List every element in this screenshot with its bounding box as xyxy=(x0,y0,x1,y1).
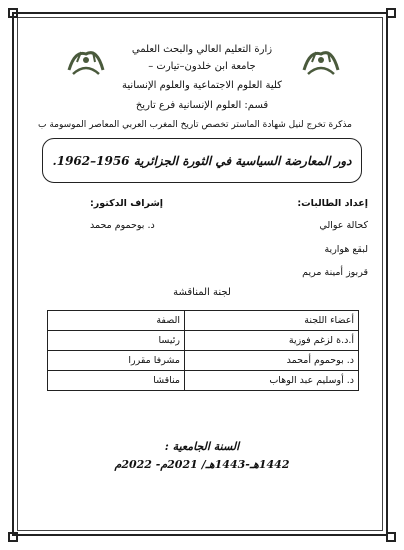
header-role: الصفة xyxy=(48,311,185,331)
border-corner-ornament xyxy=(8,532,18,542)
table-row xyxy=(48,331,359,351)
header-members: أعضاء اللجنة xyxy=(185,311,359,331)
supervisor-name: د. بوحموم محمد xyxy=(90,220,155,231)
academic-year-value: 1442هـ-1443هـ/ 2021م- 2022م xyxy=(114,458,290,471)
student-name: كحالة عوالي xyxy=(319,220,368,231)
academic-year-label: السنة الجامعية : xyxy=(164,440,240,453)
committee-table xyxy=(47,310,359,391)
student-name: لبقع هوارية xyxy=(324,244,368,255)
ministry-name: زارة التعليم العالي والبحث العلمي xyxy=(131,44,273,55)
border-corner-ornament xyxy=(386,8,396,18)
committee-title: لجنة المناقشة xyxy=(173,287,231,298)
students-label: إعداد الطالبات: xyxy=(297,198,368,209)
subject-line: مذكرة تخرج لنيل شهادة الماستر تخصص تاريخ المغرب العربي المعاصر الموسومة ب xyxy=(37,120,352,130)
thesis-title-box xyxy=(42,138,362,183)
supervisor-label: إشراف الدكتور: xyxy=(90,198,164,209)
university-name: جامعة ابن خلدون–تيارت – xyxy=(148,61,256,72)
faculty-name: كلية العلوم الاجتماعية والعلوم الإنسانية xyxy=(122,80,282,91)
department-name: قسم: العلوم الإنسانية فرع تاريخ xyxy=(135,100,269,111)
student-name: قربوز أمينة مريم xyxy=(302,267,368,278)
member-name: أ.د.ة لزغم فوزية xyxy=(185,331,359,351)
member-role: رئيسا xyxy=(48,331,185,351)
member-role: مشرفا مقررا xyxy=(48,351,185,371)
member-name: د. أوسليم عبد الوهاب xyxy=(185,371,359,391)
table-row xyxy=(48,371,359,391)
table-header-row xyxy=(48,311,359,331)
member-role: مناقشا xyxy=(48,371,185,391)
table-row xyxy=(48,351,359,371)
border-corner-ornament xyxy=(8,8,18,18)
border-corner-ornament xyxy=(386,532,396,542)
member-name: د. بوحموم أمحمد xyxy=(185,351,359,371)
thesis-title: دور المعارضة السياسية في الثورة الجزائرية 1956–1962. xyxy=(52,153,352,168)
